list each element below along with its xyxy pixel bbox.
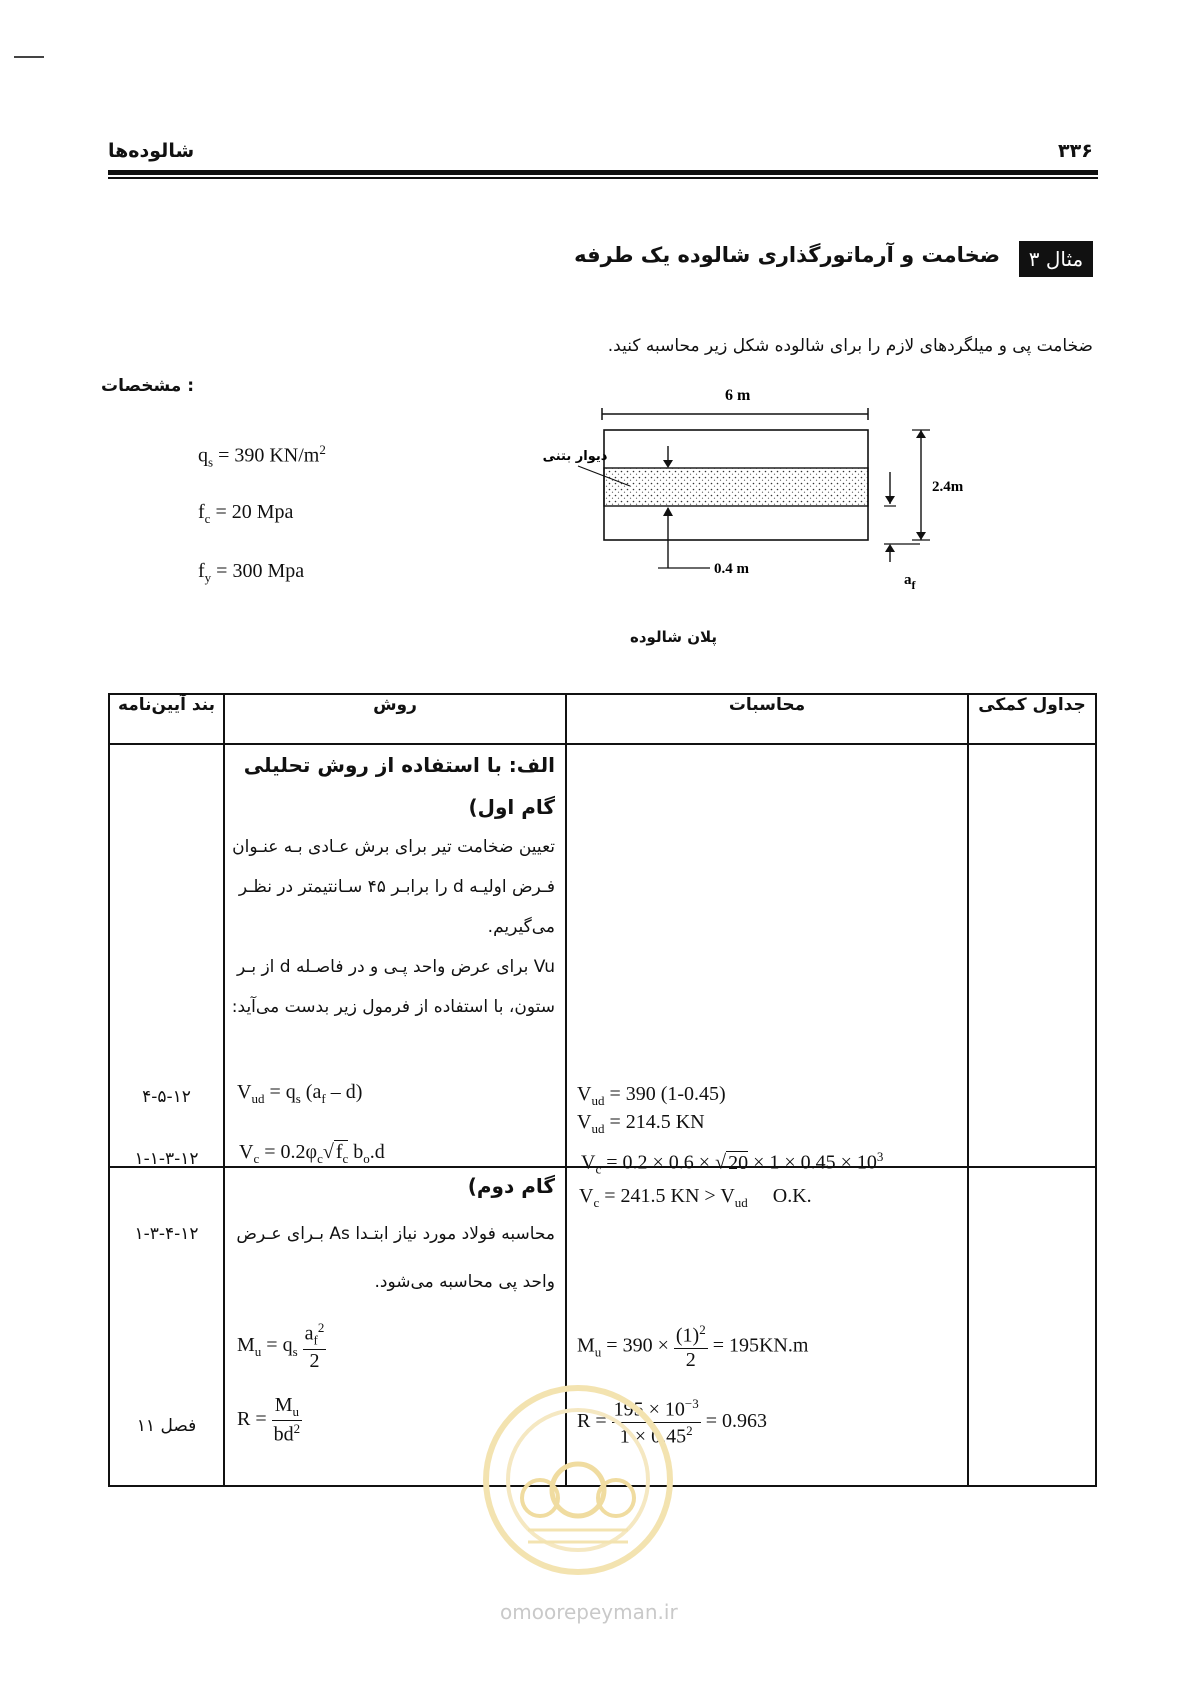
calc-vud-1: $V_{ud} = 390$ (1-0.45) [577,1083,726,1108]
af-label: $a_f$ [904,572,916,592]
calculation-table [108,693,1097,1487]
formula-vud: $V_{ud} = q_s$ $(a_f - d)$ [237,1081,363,1106]
method-text: Vu برای عرض واحد پـی و در فاصـله d از بـر [236,957,555,977]
table-row [109,744,1096,1167]
figure-caption: پلان شالوده [630,628,718,646]
corner-mark [14,56,44,58]
method-text: می‌گیریم. [487,917,555,937]
calc-vud-2: $V_{ud} = 214.5$ KN [577,1111,705,1136]
specs-title: : مشخصات [100,376,194,396]
code-ref: فصل ۱۱ [136,1416,197,1436]
spec-fc: $f_c = 20$ Mpa [198,501,294,526]
header-method: روش [224,694,566,744]
method-text: تعیین ضخامت تیر برای برش عـادی بـه عنـوان [232,837,555,857]
code-cell [109,1167,224,1486]
section-heading: الف: با استفاده از روش تحلیلی [243,753,555,777]
method-text: فـرض اولیـه d را برابـر ۴۵ سـانتیمتر در نظـر [238,877,555,897]
aux-cell [968,1167,1096,1486]
code-ref: ۴-۵-۱۲ [142,1087,191,1107]
step-heading: گام دوم) [467,1174,555,1198]
formula-vc: $V_c = 0.2\varphi_c√$ $f_c$ $b_o.d$ [239,1141,385,1166]
header-rule [108,170,1098,175]
header-rule-thin [108,177,1098,179]
problem-statement: ضخامت پی و میلگردهای لازم را برای شالوده شکل زیر محاسبه کنید. [607,336,1093,356]
calc-vc-1: $V_c = 0.2 \times 0.6$ × √ $20 \times 1 \times 0.45 \times 10^3$ [581,1149,884,1177]
calc-mu: $M_u = 390$ × $\frac{(1)^2}{2}$ = 195KN.m [577,1322,809,1371]
method-text: ستون، با استفاده از فرمول زیر بدست می‌آید: [231,997,555,1017]
formula-mu: $M_u = q_s$ $\frac{a_f^2}{2}$ [237,1320,325,1372]
aux-cell [968,744,1096,1167]
chapter-title: شالوده‌ها [108,140,195,162]
depth-label: 2.4m [932,479,964,495]
calc-vc-2: $V_c = 241.5$ KN > $V_{ud}$ O.K. [579,1185,812,1210]
header-aux: جداول کمکی [968,694,1096,744]
wall-width-label: 0.4 m [714,561,749,577]
watermark-seal-icon [478,1380,678,1580]
header-code: بند آیین‌نامه [109,694,224,744]
example-title: ضخامت و آرماتورگذاری شالوده یک طرفه [574,243,1000,267]
formula-r: R = $\frac{M_u}{bd^2}$ [237,1394,301,1446]
calc-r: R = $\frac{195 \times 10^{-3}}{1 \times 0.45^2}$ = 0.963 [577,1396,768,1448]
method-cell [224,744,566,1167]
watermark-url: omoorepeyman.ir [500,1600,678,1624]
code-ref: ۱-۱-۳-۱۲ [134,1149,199,1169]
method-text: محاسبه فولاد مورد نیاز ابتـدا As بـرای عـرض [236,1224,555,1244]
example-badge: مثال ۳ [1019,241,1093,277]
header-calc: محاسبات [566,694,968,744]
code-ref: ۱-۳-۴-۱۲ [134,1224,199,1244]
spec-qs: $q_s = 390$ $KN/m^2$ [198,442,326,470]
code-cell [109,744,224,1167]
spec-fy: $f_y = 300$ Mpa [198,560,305,585]
step-heading: گام اول) [468,795,555,819]
method-text: واحد پی محاسبه می‌شود. [374,1272,555,1292]
table-header-row [109,694,1096,744]
width-label: 6 m [725,387,751,404]
page-number: ۳۳۶ [1058,140,1093,162]
calc-cell [566,744,968,1210]
wall-label: دیوار بتنی [542,449,608,464]
footing-plan-figure [500,380,980,610]
